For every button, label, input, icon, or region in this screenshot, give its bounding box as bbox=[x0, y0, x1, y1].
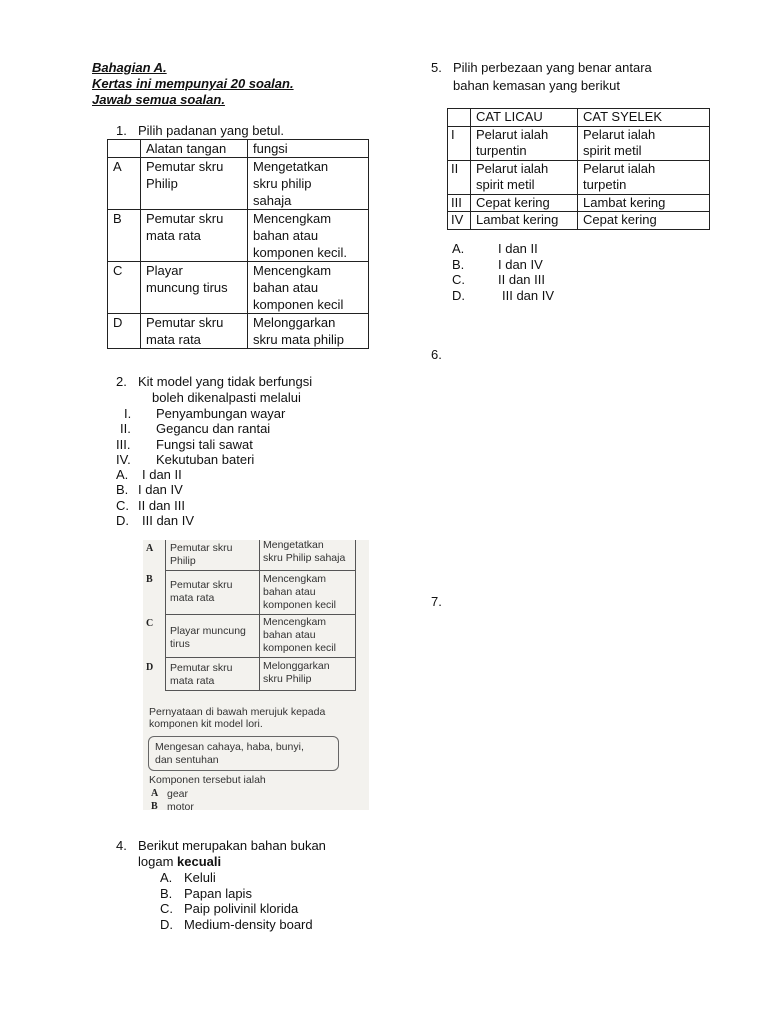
option-text: II dan III bbox=[498, 272, 545, 287]
cell-line: Pelarut ialah bbox=[583, 126, 656, 142]
cell-line: spirit metil bbox=[476, 177, 535, 192]
scan-option-label: B bbox=[151, 801, 158, 810]
option-text: II dan III bbox=[138, 498, 185, 513]
cell-line: skru mata philip bbox=[253, 332, 345, 347]
cell-line: muncung tirus bbox=[146, 280, 228, 295]
table-cell bbox=[578, 160, 710, 194]
scan-cell-line: Pemutar skru bbox=[170, 542, 233, 554]
row-label: II bbox=[448, 160, 471, 194]
table-header bbox=[448, 109, 471, 127]
table-row bbox=[108, 262, 369, 314]
scan-cell-line: mata rata bbox=[170, 592, 215, 604]
q4-text: Berikut merupakan bahan bukan bbox=[138, 838, 326, 853]
table-header: fungsi bbox=[248, 140, 369, 158]
statement-number: II. bbox=[120, 421, 131, 436]
scan-row-label: A bbox=[146, 543, 154, 554]
paper-info: Kertas ini mempunyai 20 soalan. bbox=[92, 76, 294, 91]
q1-text: Pilih padanan yang betul. bbox=[138, 123, 285, 138]
table-cell: Cepat kering bbox=[471, 194, 578, 212]
table-row bbox=[108, 210, 369, 262]
q5-text: Pilih perbezaan yang benar antara bbox=[453, 60, 652, 75]
table-header-row bbox=[448, 109, 710, 127]
table-rule bbox=[165, 570, 356, 571]
q1-table bbox=[107, 139, 369, 349]
cell-line: bahan atau bbox=[253, 228, 319, 243]
option-text: I dan IV bbox=[498, 257, 543, 272]
q1-number: 1. bbox=[116, 123, 127, 138]
scan-box-text: Mengesan cahaya, haba, bunyi, bbox=[155, 741, 304, 753]
q4-text bbox=[138, 854, 221, 869]
table-cell: Lambat kering bbox=[578, 194, 710, 212]
cell-line: Pelarut ialah bbox=[583, 160, 656, 176]
scan-option-label: A bbox=[151, 788, 159, 799]
scan-cell-line: tirus bbox=[170, 638, 190, 650]
q4-number: 4. bbox=[116, 838, 127, 853]
table-cell: Lambat kering bbox=[471, 212, 578, 230]
cell-line: spirit metil bbox=[583, 143, 642, 158]
table-rule bbox=[165, 614, 356, 615]
scan-cell-line: skru Philip sahaja bbox=[263, 552, 346, 564]
q4-text-emphasis: kecuali bbox=[177, 854, 222, 869]
cell-line: skru philip bbox=[253, 176, 312, 191]
statement-number: I. bbox=[124, 406, 132, 421]
option-label: A. bbox=[160, 870, 173, 885]
statement-number: IV. bbox=[116, 452, 131, 467]
option-text: III dan IV bbox=[502, 288, 555, 303]
option-text: Papan lapis bbox=[184, 886, 252, 901]
scan-cell-line: komponen kecil bbox=[263, 599, 336, 611]
table-header-row bbox=[108, 140, 369, 158]
cell-line: mata rata bbox=[146, 228, 201, 243]
scan-cell-line: Philip bbox=[170, 555, 196, 567]
q5-table bbox=[447, 108, 710, 230]
option-label: D. bbox=[116, 513, 129, 528]
statement-text: Penyambungan wayar bbox=[156, 406, 286, 421]
table-cell bbox=[141, 158, 248, 210]
table-rule bbox=[259, 540, 260, 690]
table-cell bbox=[141, 314, 248, 349]
cell-line: Pemutar skru bbox=[146, 159, 224, 174]
row-label: D bbox=[108, 314, 141, 349]
table-row bbox=[108, 158, 369, 210]
cell-line: Pemutar skru bbox=[146, 211, 224, 226]
cell-line: Pelarut ialah bbox=[476, 126, 549, 142]
option-label: A. bbox=[452, 241, 465, 256]
cell-line: turpetin bbox=[583, 177, 627, 192]
option-text: I dan II bbox=[142, 467, 182, 482]
option-text: Keluli bbox=[184, 870, 216, 885]
table-cell bbox=[248, 262, 369, 314]
scanned-question-image bbox=[143, 540, 369, 810]
option-label: B. bbox=[116, 482, 129, 497]
statement-text: Fungsi tali sawat bbox=[156, 437, 253, 452]
cell-line: Playar bbox=[146, 263, 183, 278]
cell-line: komponen kecil bbox=[253, 297, 344, 312]
cell-line: mata rata bbox=[146, 332, 201, 347]
option-label: A. bbox=[116, 467, 129, 482]
table-row bbox=[448, 126, 710, 160]
cell-line: sahaja bbox=[253, 193, 292, 208]
cell-line: Melonggarkan bbox=[253, 315, 336, 330]
q5-text: bahan kemasan yang berikut bbox=[453, 78, 620, 93]
table-cell bbox=[578, 126, 710, 160]
table-row bbox=[448, 160, 710, 194]
table-cell bbox=[471, 160, 578, 194]
table-cell bbox=[471, 126, 578, 160]
scan-statement: komponen kit model lori. bbox=[149, 718, 263, 730]
table-cell bbox=[248, 158, 369, 210]
scan-question: Komponen tersebut ialah bbox=[149, 774, 266, 786]
q2-text: Kit model yang tidak berfungsi bbox=[138, 374, 313, 389]
scan-cell-line: komponen kecil bbox=[263, 642, 336, 654]
table-row bbox=[108, 314, 369, 349]
table-header bbox=[108, 140, 141, 158]
row-label: C bbox=[108, 262, 141, 314]
q6-number: 6. bbox=[431, 347, 442, 362]
option-text: Paip polivinil klorida bbox=[184, 901, 299, 916]
option-text: Medium-density board bbox=[184, 917, 313, 932]
option-label: B. bbox=[160, 886, 173, 901]
statement-text: Gegancu dan rantai bbox=[156, 421, 271, 436]
scan-cell-line: bahan atau bbox=[263, 586, 316, 598]
cell-line: Philip bbox=[146, 176, 178, 191]
scan-cell-line: Pemutar skru bbox=[170, 662, 233, 674]
q2-text: boleh dikenalpasti melalui bbox=[152, 390, 301, 405]
table-cell bbox=[141, 210, 248, 262]
row-label: IV bbox=[448, 212, 471, 230]
statement-number: III. bbox=[116, 437, 131, 452]
cell-line: Pemutar skru bbox=[146, 315, 224, 330]
option-label: B. bbox=[452, 257, 465, 272]
option-text: III dan IV bbox=[142, 513, 195, 528]
cell-line: Pelarut ialah bbox=[476, 160, 549, 176]
scan-statement: Pernyataan di bawah merujuk kepada bbox=[149, 706, 326, 718]
q4-text-prefix: logam bbox=[138, 854, 178, 869]
row-label: III bbox=[448, 194, 471, 212]
scan-option-text: gear bbox=[167, 788, 189, 800]
table-cell bbox=[141, 262, 248, 314]
row-label: I bbox=[448, 126, 471, 160]
table-rule bbox=[355, 540, 356, 690]
cell-line: turpentin bbox=[476, 143, 527, 158]
option-label: C. bbox=[160, 901, 173, 916]
scan-row-label: B bbox=[146, 574, 153, 585]
q7-number: 7. bbox=[431, 594, 442, 609]
table-rule bbox=[165, 657, 356, 658]
option-label: D. bbox=[160, 917, 173, 932]
table-row bbox=[448, 212, 710, 230]
row-label: B bbox=[108, 210, 141, 262]
table-rule bbox=[165, 690, 356, 691]
cell-line: Mencengkam bbox=[253, 263, 332, 278]
option-text: I dan II bbox=[498, 241, 538, 256]
table-cell bbox=[248, 314, 369, 349]
cell-line: Mengetatkan bbox=[253, 159, 329, 174]
cell-line: Mencengkam bbox=[253, 211, 332, 226]
scan-cell-line: Mencengkam bbox=[263, 573, 327, 585]
instruction: Jawab semua soalan. bbox=[92, 92, 225, 107]
cell-line: komponen kecil. bbox=[253, 245, 347, 260]
scan-cell-line: Mencengkam bbox=[263, 616, 327, 628]
section-title: Bahagian A. bbox=[92, 60, 167, 75]
scan-cell-line: Melonggarkan bbox=[263, 660, 330, 672]
table-header: CAT LICAU bbox=[471, 109, 578, 127]
statement-text: Kekutuban bateri bbox=[156, 452, 255, 467]
scan-box-text: dan sentuhan bbox=[155, 754, 219, 766]
table-header: CAT SYELEK bbox=[578, 109, 710, 127]
scan-cell-line: Playar muncung bbox=[170, 625, 246, 637]
table-cell bbox=[248, 210, 369, 262]
scan-cell-line: Pemutar skru bbox=[170, 579, 233, 591]
table-rule bbox=[165, 540, 166, 690]
scan-cell-line: mata rata bbox=[170, 675, 215, 687]
table-header: Alatan tangan bbox=[141, 140, 248, 158]
scan-option-text: motor bbox=[167, 801, 194, 810]
cell-line: bahan atau bbox=[253, 280, 319, 295]
scan-cell-line: skru Philip bbox=[263, 673, 312, 685]
option-label: C. bbox=[452, 272, 465, 287]
row-label: A bbox=[108, 158, 141, 210]
table-row bbox=[448, 194, 710, 212]
option-label: D. bbox=[452, 288, 465, 303]
scan-row-label: C bbox=[146, 618, 154, 629]
scan-cell-line: bahan atau bbox=[263, 629, 316, 641]
table-cell: Cepat kering bbox=[578, 212, 710, 230]
option-text: I dan IV bbox=[138, 482, 183, 497]
scan-row-label: D bbox=[146, 662, 154, 673]
scan-cell-line: Mengetatkan bbox=[263, 540, 324, 551]
q5-number: 5. bbox=[431, 60, 442, 75]
option-label: C. bbox=[116, 498, 129, 513]
q2-number: 2. bbox=[116, 374, 127, 389]
